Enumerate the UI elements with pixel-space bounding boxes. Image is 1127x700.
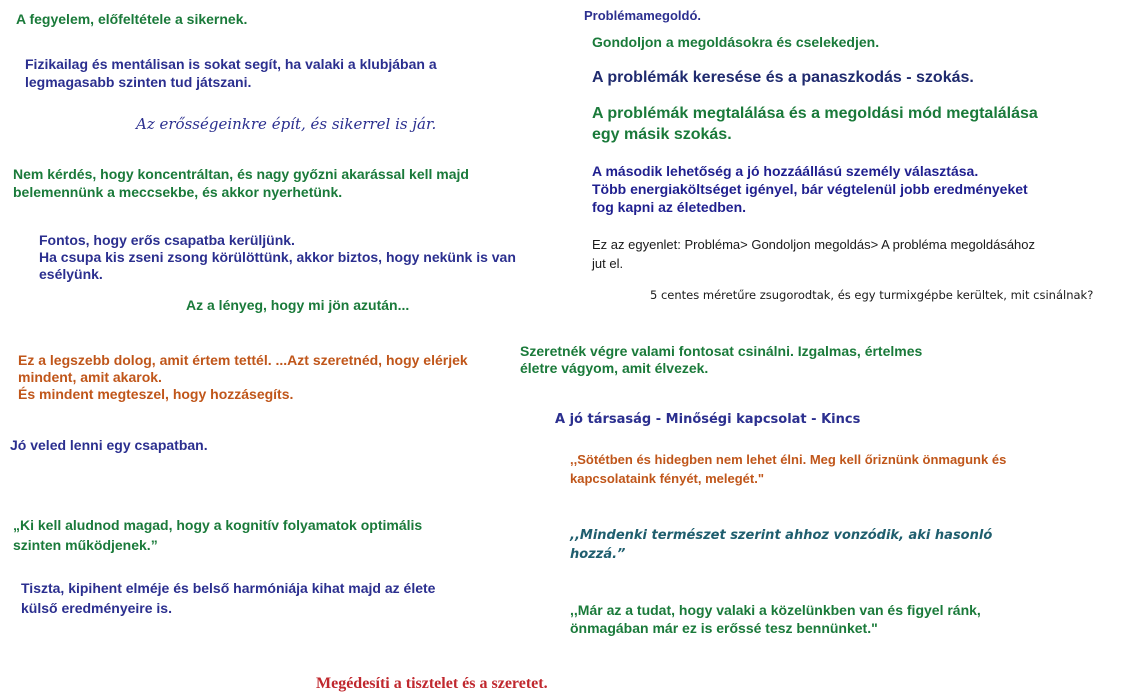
quote-most-beautiful-line-3: És mindent megteszel, hogy hozzásegíts. (18, 385, 294, 402)
quote-most-beautiful-line-1: Ez a legszebb dolog, amit értem tettél. ...Azt szeretnéd, hogy elérjek (18, 352, 468, 368)
quote-what-comes-after: Az a lényeg, hogy mi jön azután... (186, 297, 410, 313)
quote-club-level-line-1: Fizikailag és mentálisan is sokat segít, ha valaki a klubjában a (25, 56, 437, 72)
quote-finding-solutions (592, 104, 1038, 146)
quote-darkness-cold-line-2: kapcsolataink fényét, melegét." (570, 470, 765, 486)
quote-strong-team-line-2: Ha csupa kis zseni zsong körülöttünk, akkor biztos, hogy nekünk is van (39, 248, 516, 265)
quote-concentration-line-1: Nem kérdés, hogy koncentráltan, és nagy győzni akarással kell majd (13, 166, 469, 182)
quote-concentration-line-2: belemennünk a meccsekbe, és akkor nyerhetünk. (13, 183, 343, 200)
quote-attraction-line-1: ,,Mindenki természet szerint ahhoz vonzódik, aki hasonló (570, 528, 993, 543)
quote-equation-line-1: Ez az egyenlet: Probléma> Gondoljon megoldás> A probléma megoldásához (592, 237, 1036, 252)
quote-darkness-cold-line-1: ,,Sötétben és hidegben nem lehet élni. Meg kell őriznünk önmagunk és (570, 452, 1007, 467)
quote-equation-line-2: jut el. (592, 255, 624, 271)
quote-second-option-line-1: A második lehetőség a jó hozzáállású személy választása. (592, 163, 979, 179)
quote-someone-near-line-2: önmagában már ez is erőssé tesz bennünket." (570, 619, 878, 636)
quote-sleep (13, 515, 422, 556)
quote-strengths: Az erősségeinkre épít, és sikerrel is jár. (136, 115, 437, 133)
quote-most-beautiful (18, 352, 468, 402)
quote-attraction-line-2: hozzá.” (570, 546, 626, 562)
quote-sleep-line-1: „Ki kell aludnod magad, hogy a kognitív folyamatok optimális (13, 517, 423, 533)
quote-club-level-line-2: legmagasabb szinten tud játszani. (25, 73, 252, 90)
quote-respect-love: Megédesíti a tisztelet és a szeretet. (316, 675, 548, 692)
quote-sleep-line-2: szinten működjenek.” (13, 537, 158, 554)
quote-attraction (570, 527, 992, 565)
quote-most-beautiful-line-2: mindent, amit akarok. (18, 368, 162, 385)
quote-clear-mind-line-1: Tiszta, kipihent elméje és belső harmóniája kihat majd az élete (21, 580, 436, 596)
heading-problem-solver: Problémamegoldó. (584, 8, 702, 23)
question-blender: 5 centes méretűre zsugorodtak, és egy turmixgépbe kerültek, mit csinálnak? (650, 288, 1094, 302)
quote-second-option-line-2: Több energiaköltséget igényel, bár végtelenül jobb eredményeket (592, 180, 1028, 197)
quote-equation (592, 236, 1035, 274)
quote-clear-mind (21, 578, 435, 619)
quote-second-option (592, 163, 1028, 217)
quote-discipline: A fegyelem, előfeltétele a sikernek. (16, 11, 248, 27)
quote-complaining-habit: A problémák keresése és a panaszkodás - szokás. (592, 69, 974, 86)
quote-darkness-cold (570, 451, 1006, 489)
quote-good-team: Jó veled lenni egy csapatban. (10, 437, 208, 453)
quote-someone-near (570, 602, 981, 638)
quote-strong-team (39, 232, 516, 282)
quote-strong-team-line-1: Fontos, hogy erős csapatba kerüljünk. (39, 232, 295, 248)
quote-do-something-important-line-1: Szeretnék végre valami fontosat csinálni. Izgalmas, értelmes (520, 343, 923, 359)
quote-concentration (13, 166, 469, 201)
quote-finding-solutions-line-2: egy másik szokás. (592, 125, 732, 143)
heading-good-company: A jó társaság - Minőségi kapcsolat - Kincs (555, 412, 861, 427)
quote-second-option-line-3: fog kapni az életedben. (592, 198, 747, 215)
quote-finding-solutions-line-1: A problémák megtalálása és a megoldási mód megtalálása (592, 105, 1038, 122)
quote-strong-team-line-3: esélyünk. (39, 265, 103, 282)
quote-think-solutions: Gondoljon a megoldásokra és cselekedjen. (592, 34, 880, 50)
quote-do-something-important-line-2: életre vágyom, amit élvezek. (520, 359, 709, 376)
quote-do-something-important (520, 343, 922, 377)
quote-clear-mind-line-2: külső eredményeire is. (21, 600, 172, 617)
quote-someone-near-line-1: ,,Már az a tudat, hogy valaki a közelünkben van és figyel ránk, (570, 602, 981, 618)
quote-club-level (25, 56, 437, 91)
